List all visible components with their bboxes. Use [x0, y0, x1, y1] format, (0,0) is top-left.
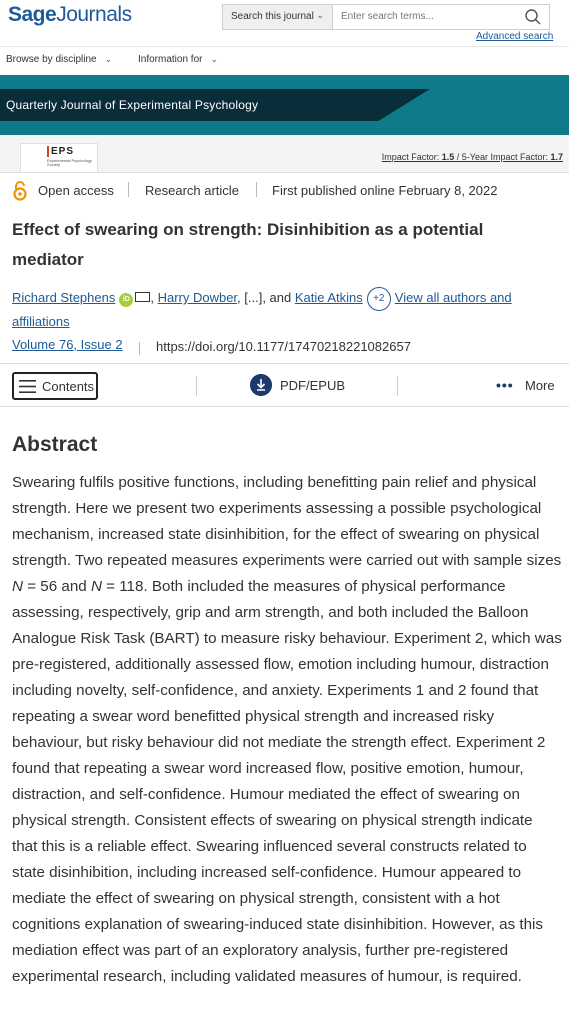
advanced-search-link[interactable]: Advanced search — [476, 31, 554, 42]
chevron-down-icon: ⌄ — [104, 54, 113, 64]
logo-rest-text: Journals — [56, 3, 132, 26]
nav-browse-label: Browse by discipline — [6, 54, 97, 65]
author-list: Richard Stephens iD , Harry Dowber, [...], and Katie Atkins +2 View all authors and affiliations — [12, 287, 557, 333]
five-year-value: 1.7 — [550, 152, 563, 162]
volume-issue-link[interactable]: Volume 76, Issue 2 — [12, 337, 123, 352]
sample-size-1: = 56 and — [22, 578, 91, 595]
site-header — [0, 0, 569, 46]
abstract-text — [12, 470, 562, 990]
eps-logo-sub: Experimental Psychology Society — [47, 158, 92, 167]
toolbar-divider — [397, 376, 398, 396]
toolbar-divider — [196, 376, 197, 396]
orcid-icon[interactable]: iD — [119, 293, 133, 307]
more-authors-badge[interactable]: +2 — [367, 287, 391, 311]
nav-info-label: Information for — [138, 54, 203, 65]
abstract-part-2: = 118. Both included the measures of physical performance assessing, respectively, grip and arm strength, and both included the Balloon Analogue Risk Task (BART) to measure risky behaviour. Experiment 2, which was pre-registered, additionally assessed flow, emotion including humour, distraction including novelty, self-confidence, and anxiety. Experiments 1 and 2 found that repeating a swear word benefitted physical strength and increased risky behaviour, but risky behaviour did not mediate the strength effect. Experiment 2 found that repeating a swear word increased flow, positive emotion, humour, distraction, and self-confidence. Humour mediated the effect of swearing on physical strength. Consistent effects of swearing on physical strength indicate that this is a reliable effect. Swearing influenced several constructs related to state disinhibition, including increased self-confidence. Humour appeared to mediate the effect of swearing on physical strength, consistent with a hot cognitions explanation of swearing-induced state disinhibition. However, as this mediation effect was part of an exploratory analysis, further pre-registered experimental research, including validated measures of humour, is required. — [12, 578, 562, 985]
sage-journals-logo[interactable] — [8, 3, 132, 27]
pdf-epub-button[interactable] — [250, 373, 350, 399]
open-access-label: Open access — [38, 183, 114, 198]
five-year-label: / 5-Year Impact Factor: — [454, 152, 551, 162]
journal-banner — [0, 75, 569, 135]
author-link[interactable]: Richard Stephens — [12, 290, 116, 305]
volume-divider — [139, 342, 140, 355]
main-nav — [0, 46, 569, 74]
logo-bold-text: Sage — [8, 3, 57, 26]
author-ellipsis: , [...], and — [237, 290, 295, 305]
contents-label: Contents — [42, 379, 95, 394]
open-access-lock-icon — [12, 181, 28, 201]
search-scope-select[interactable] — [222, 4, 332, 30]
impact-label: Impact Factor: — [381, 152, 442, 162]
nav-browse-by-discipline[interactable] — [6, 54, 112, 65]
search-icon[interactable] — [524, 8, 542, 26]
impact-value: 1.5 — [441, 152, 455, 162]
volume-doi-row — [12, 337, 557, 359]
article-type: Research article — [145, 183, 239, 198]
hamburger-icon — [19, 380, 36, 393]
meta-divider — [256, 182, 257, 197]
article-toolbar — [0, 363, 569, 407]
journal-name[interactable]: Quarterly Journal of Experimental Psychology — [6, 98, 259, 112]
abstract-part-1: Swearing fulfils positive functions, including benefitting pain relief and physical strength. Here we present two experiments assessing a possible psychological mechanism, increased state disinhibition, for the effect of swearing on physical strength. Two repeated measures experiments were carried out with sample sizes — [12, 474, 562, 569]
author-link[interactable]: Harry Dowber — [157, 290, 238, 305]
eps-logo-mark: EPS — [47, 146, 74, 157]
author-link[interactable]: Katie Atkins — [294, 290, 363, 305]
view-all-authors-link[interactable]: View all authors and affiliations — [12, 290, 512, 329]
contents-button[interactable] — [12, 372, 98, 400]
sample-size-var: N — [90, 578, 102, 595]
doi-link[interactable]: https://doi.org/10.1177/17470218221082657 — [156, 339, 411, 354]
search-scope-label: Search this journal — [231, 11, 314, 22]
search-input[interactable] — [332, 4, 550, 30]
eps-logo[interactable] — [20, 143, 98, 173]
search-placeholder: Enter search terms... — [341, 11, 434, 22]
article-title: Effect of swearing on strength: Disinhibition as a potential mediator — [12, 220, 484, 269]
chevron-down-icon: ⌄ — [210, 54, 219, 64]
mail-icon[interactable] — [135, 292, 150, 302]
chevron-down-icon: ⌄ — [316, 10, 324, 20]
more-dots-icon: ••• — [496, 377, 514, 393]
article-meta-row — [0, 177, 569, 205]
nav-information-for[interactable] — [138, 54, 218, 65]
published-date: First published online February 8, 2022 — [272, 183, 498, 198]
impact-factor[interactable] — [382, 152, 563, 162]
pdf-epub-label: PDF/EPUB — [280, 378, 346, 393]
more-button[interactable] — [496, 377, 566, 397]
download-icon — [250, 374, 272, 396]
sample-size-var: N — [12, 578, 23, 595]
more-label: More — [525, 378, 555, 393]
meta-divider — [128, 182, 129, 197]
abstract-heading: Abstract — [12, 433, 98, 456]
